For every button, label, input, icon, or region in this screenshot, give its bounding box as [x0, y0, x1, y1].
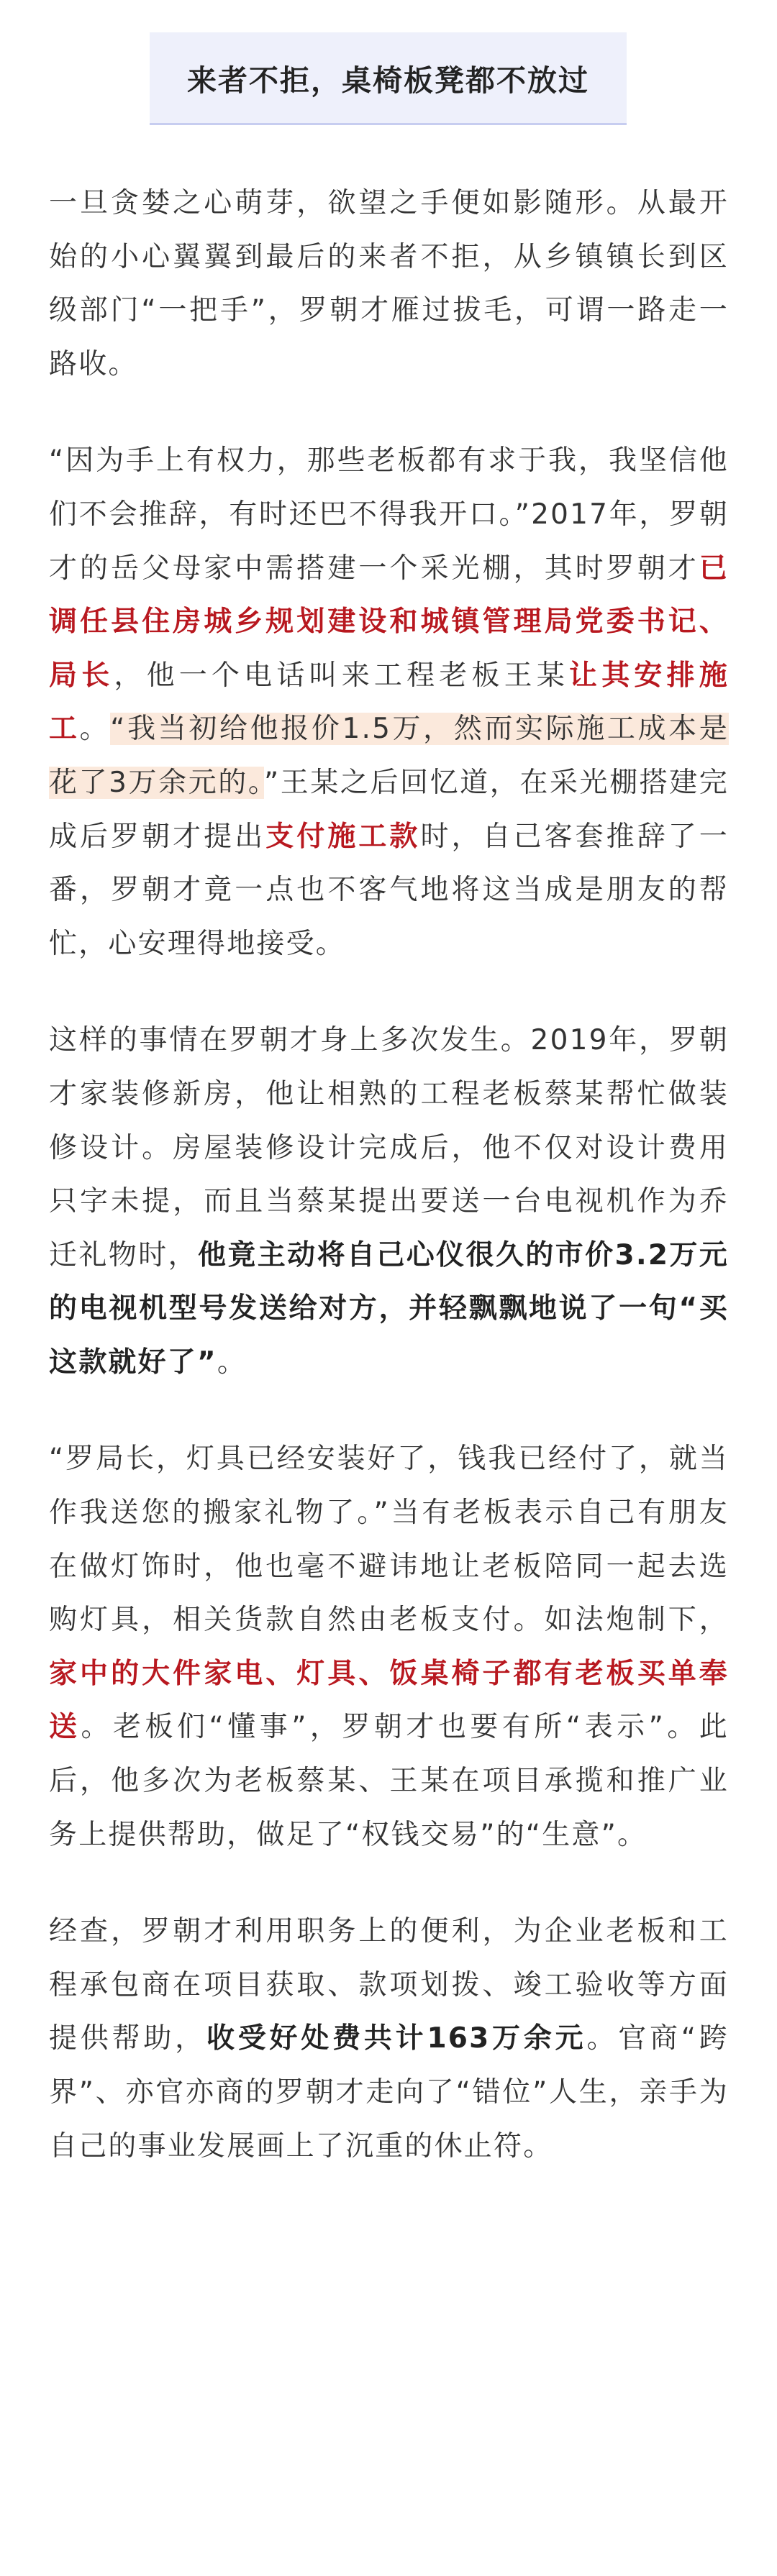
paragraph-2-text-1: “因为手上有权力，那些老板都有求于我，我坚信他们不会推辞，有时还巴不得我开口。”2017年，罗朝才的岳父母家中需搭建一个采光棚，其时罗朝才: [49, 444, 729, 585]
paragraph-4-text-2: 。老板们“懂事”，罗朝才也要有所“表示”。此后，他多次为老板蔡某、王某在项目承揽和推广业务上提供帮助，做足了“权钱交易”的“生意”。: [49, 1711, 729, 1851]
paragraph-3-text-2: 。: [217, 1346, 247, 1379]
paragraph-3-text-1: 这样的事情在罗朝才身上多次发生。2019年，罗朝才家装修新房，他让相熟的工程老板蔡某帮忙做装修设计。房屋装修设计完成后，他不仅对设计费用只字未提，而且当蔡某提出要送一台电视机作为乔迁礼物时，: [49, 1024, 729, 1271]
paragraph-5-text-1: 经查，罗朝才利用职务上的便利，为企业老板和工程承包商在项目获取、款项划拨、竣工验收等方面提供帮助，: [49, 1915, 729, 2055]
paragraph-5: [49, 1905, 729, 2173]
bold-tv-request: 他竟主动将自己心仪很久的市价3.2万元的电视机型号发送给对方，并轻飘飘地说了一句“买这款就好了”: [49, 1238, 729, 1379]
paragraph-2-text-5: 时，自己客套推辞了一番，罗朝才竟一点也不客气地将这当成是朋友的帮忙，心安理得地接受。: [49, 820, 729, 960]
paragraph-1: [49, 177, 729, 391]
paragraph-2-text-4: ”王某之后回忆道，在采光棚搭建完成后罗朝才提出: [49, 766, 729, 853]
paragraph-4: [49, 1433, 729, 1862]
highlighted-quote: “我当初给他报价1.5万，然而实际施工成本是花了3万余元的。: [49, 713, 730, 799]
emphasis-position: 已调任县住房城乡规划建设和城镇管理局党委书记、局长: [49, 552, 729, 692]
paragraph-5-text-2: 。官商“跨界”、亦官亦商的罗朝才走向了“错位”人生，亲手为自己的事业发展画上了沉重的休止符。: [49, 2022, 729, 2162]
paragraph-2-text-2: ，他一个电话叫来工程老板王某: [114, 659, 570, 692]
emphasis-arrange-construction: 让其安排施工: [49, 659, 729, 746]
paragraph-4-text-1: “罗局长，灯具已经安装好了，钱我已经付了，就当作我送您的搬家礼物了。”当有老板表示自己有朋友在做灯饰时，他也毫不避讳地让老板陪同一起去选购灯具，相关货款自然由老板支付。如法炮制下，: [49, 1443, 729, 1637]
paragraph-1-text: 一旦贪婪之心萌芽，欲望之手便如影随形。从最开始的小心翼翼到最后的来者不拒，从乡镇镇长到区级部门“一把手”，罗朝才雁过拔毛，可谓一路走一路收。: [49, 187, 729, 380]
section-title: 来者不拒，桌椅板凳都不放过: [187, 63, 589, 98]
section-title-box: [150, 32, 627, 123]
paragraph-2-text-3: 。: [79, 713, 111, 746]
title-underline: [150, 123, 627, 125]
article-body: [49, 177, 729, 2216]
paragraph-3: [49, 1014, 729, 1389]
emphasis-appliances-paid: 家中的大件家电、灯具、饭桌椅子都有老板买单奉送: [49, 1657, 729, 1744]
paragraph-2: [49, 434, 729, 971]
emphasis-payment: 支付施工款: [265, 820, 421, 853]
bold-bribe-total: 收受好处费共计163万余元: [206, 2022, 587, 2055]
